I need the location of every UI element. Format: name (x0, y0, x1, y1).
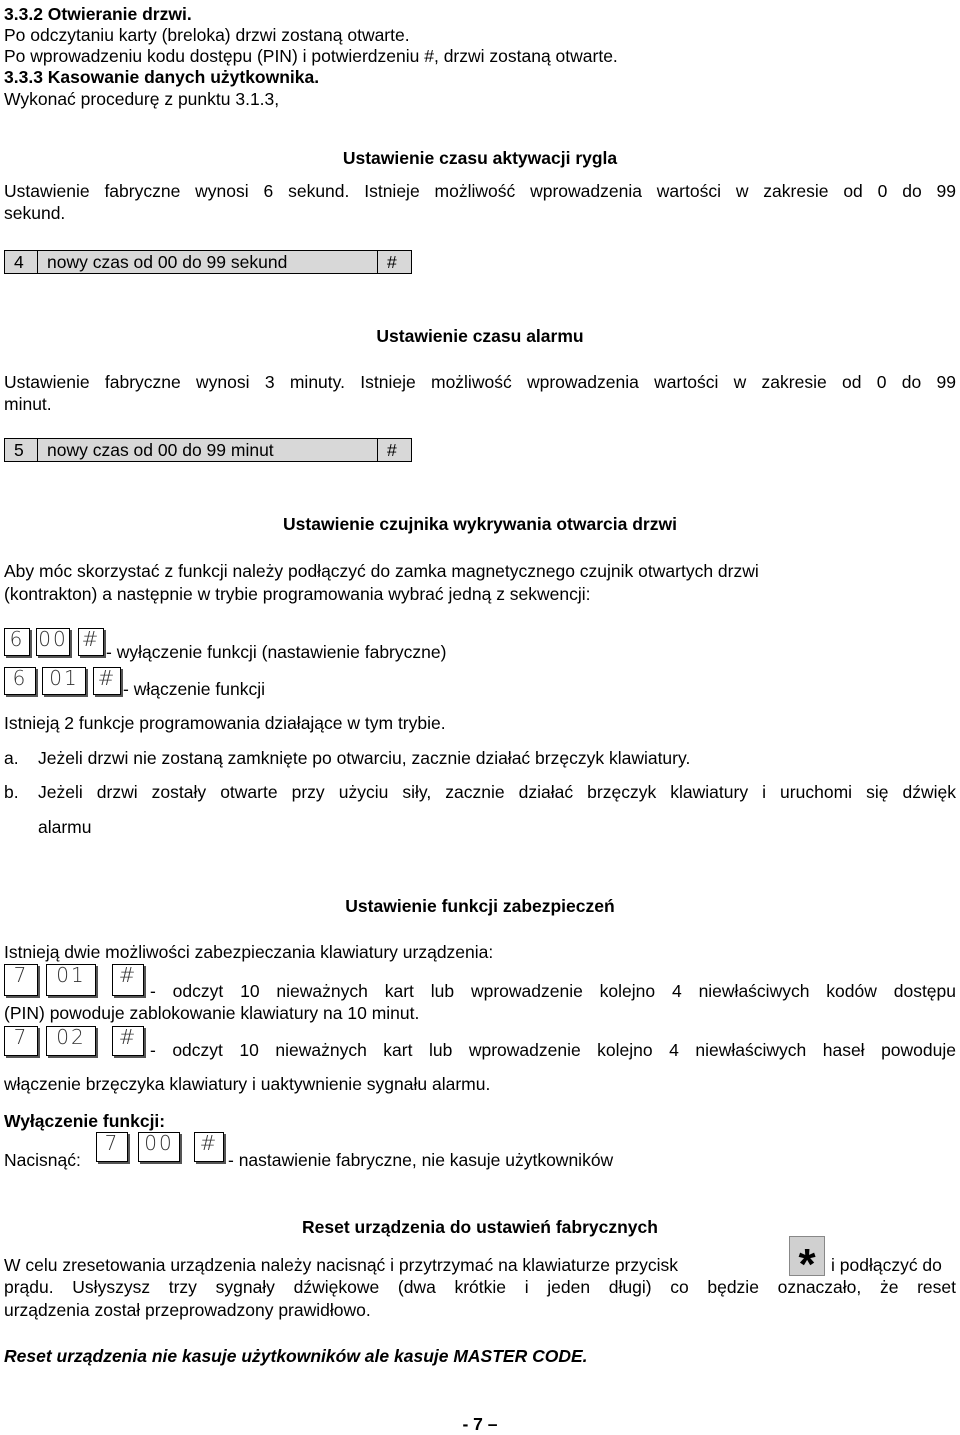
reset-note: Reset urządzenia nie kasuje użytkowników ale kasuje MASTER CODE. (4, 1346, 588, 1366)
section-title-lock-time: Ustawienie czasu aktywacji rygla (342, 148, 618, 168)
section-title-security: Ustawienie funkcji zabezpieczeń (345, 896, 615, 916)
subheading-disable: Wyłączenie funkcji: (4, 1111, 166, 1131)
section-title-door-sensor: Ustawienie czujnika wykrywania otwarcia drzwi (283, 514, 677, 534)
keypad-key: 01 (46, 964, 96, 996)
keypad-key: # (93, 667, 121, 695)
keypad-key: 7 (4, 964, 38, 996)
paragraph: Po odczytaniu karty (breloka) drzwi zostaną otwarte. (4, 25, 410, 45)
command-description: nowy czas od 00 do 99 minut (38, 439, 378, 461)
keypad-key: 7 (96, 1132, 128, 1162)
keypad-key: # (78, 628, 104, 656)
keypad-key: # (112, 1026, 144, 1056)
sequence-description: - odczyt 10 nieważnych kart lub wprowadzenie kolejno 4 niewłaściwych haseł powoduje (150, 1040, 956, 1060)
paragraph: i podłączyć do (831, 1255, 942, 1275)
keypad-key: 02 (46, 1026, 96, 1056)
keypad-key: 7 (4, 1026, 38, 1056)
paragraph: minut. (4, 394, 52, 414)
paragraph: prądu. Usłyszysz trzy sygnały dźwiękowe (dwa krótkie i jeden długi) co będzie oznaczało, że reset (4, 1277, 956, 1297)
sequence-description: - odczyt 10 nieważnych kart lub wprowadzenie kolejno 4 niewłaściwych kodów dostępu (150, 981, 956, 1001)
list-marker: a. (4, 748, 19, 768)
heading-3-3-2: 3.3.2 Otwieranie drzwi. (4, 4, 192, 24)
sequence-description: - nastawienie fabryczne, nie kasuje użytkowników (228, 1150, 614, 1170)
section-title-reset: Reset urządzenia do ustawień fabrycznych (302, 1217, 658, 1237)
star-key-icon: * (789, 1236, 825, 1276)
list-item-text: alarmu (38, 817, 92, 837)
keypad-key: 01 (42, 667, 86, 695)
list-item-text: Jeżeli drzwi zostały otwarte przy użyciu siły, zacznie działać brzęczyk klawiatury i uruchomi się dźwięk (38, 782, 956, 802)
keypad-key: 00 (138, 1132, 180, 1162)
paragraph: sekund. (4, 203, 66, 223)
paragraph: Aby móc skorzystać z funkcji należy podłączyć do zamka magnetycznego czujnik otwartych drzwi (4, 561, 759, 581)
heading-3-3-3: 3.3.3 Kasowanie danych użytkownika. (4, 67, 320, 87)
keypad-key: 6 (4, 667, 36, 695)
keypad-key: # (194, 1132, 224, 1162)
paragraph: (kontrakton) a następnie w trybie programowania wybrać jedną z sekwencji: (4, 584, 591, 604)
paragraph: Po wprowadzeniu kodu dostępu (PIN) i potwierdzeniu #, drzwi zostaną otwarte. (4, 46, 618, 66)
command-description: nowy czas od 00 do 99 sekund (38, 251, 378, 273)
command-key: 4 (5, 251, 38, 273)
sequence-description: - włączenie funkcji (123, 679, 265, 699)
keypad-key: # (112, 964, 144, 996)
sequence-description: - wyłączenie funkcji (nastawienie fabryczne) (106, 642, 447, 662)
command-key: # (387, 439, 397, 460)
paragraph: Istnieją 2 funkcje programowania działające w tym trybie. (4, 713, 446, 733)
list-marker: b. (4, 782, 19, 802)
page-number: - 7 – (462, 1414, 498, 1434)
paragraph: włączenie brzęczyka klawiatury i uaktywnienie sygnału alarmu. (4, 1074, 491, 1094)
label-press: Nacisnąć: (4, 1150, 81, 1170)
paragraph: Ustawienie fabryczne wynosi 6 sekund. Istnieje możliwość wprowadzenia wartości w zakresie od 0 do 99 (4, 181, 956, 201)
command-sequence-alarm-time (4, 438, 412, 462)
paragraph: urządzenia został przeprowadzony prawidłowo. (4, 1300, 371, 1320)
command-key: # (387, 251, 397, 272)
paragraph: Wykonać procedurę z punktu 3.1.3, (4, 89, 280, 109)
command-key: 5 (5, 439, 38, 461)
paragraph: W celu zresetowania urządzenia należy nacisnąć i przytrzymać na klawiaturze przycisk (4, 1255, 679, 1275)
section-title-alarm-time: Ustawienie czasu alarmu (376, 326, 584, 346)
keypad-key: 6 (4, 628, 30, 656)
list-item-text: Jeżeli drzwi nie zostaną zamknięte po otwarciu, zacznie działać brzęczyk klawiatury. (38, 748, 691, 768)
command-sequence-lock-time (4, 250, 412, 274)
paragraph: Ustawienie fabryczne wynosi 3 minuty. Istnieje możliwość wprowadzenia wartości w zakresie od 0 do 99 (4, 372, 956, 392)
keypad-key: 00 (36, 628, 70, 656)
paragraph: Istnieją dwie możliwości zabezpieczania klawiatury urządzenia: (4, 942, 494, 962)
paragraph: (PIN) powoduje zablokowanie klawiatury na 10 minut. (4, 1003, 420, 1023)
